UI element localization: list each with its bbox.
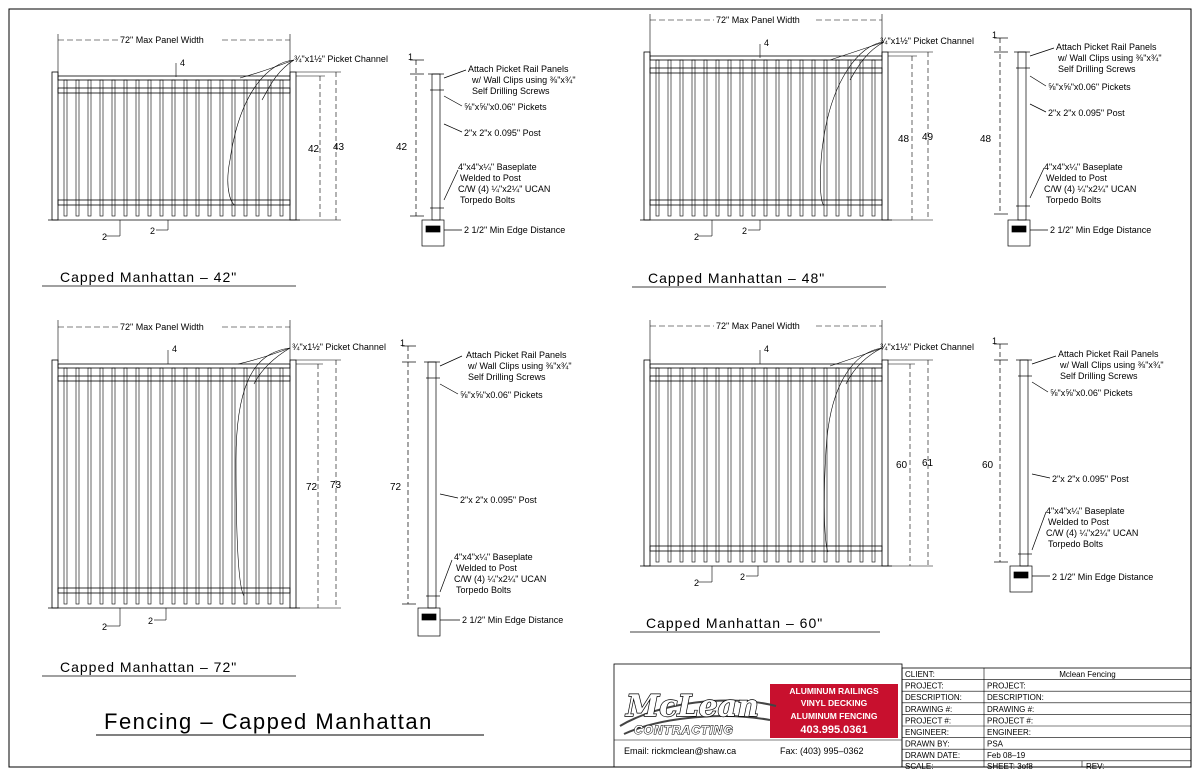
post-note: 2"x 2"x 0.095" Post [1048, 108, 1125, 118]
post-height-label: 72 [390, 482, 402, 493]
title-block-label: DRAWN DATE: [905, 751, 961, 761]
title-block-label: DRAWING #: [905, 704, 953, 714]
baseplate-note-line-4: Torpedo Bolts [456, 585, 512, 595]
attach-note-line-2: w/ Wall Clips using ⅜"x¾" [468, 361, 572, 371]
baseplate-note-line-4: Torpedo Bolts [1046, 195, 1102, 205]
baseplate-note-line-2: Welded to Post [1048, 517, 1109, 527]
baseplate-note-line-3: C/W (4) ¼"x2¼" UCAN [454, 574, 547, 584]
overall-height-label: 43 [333, 142, 345, 153]
post-cap-gap-label: 1 [408, 52, 414, 62]
pickets-note: ⅝"x⅝"x0.06" Pickets [460, 390, 543, 400]
baseplate-note-line-3: C/W (4) ¼"x2¼" UCAN [458, 184, 551, 194]
baseplate-note-line-2: Welded to Post [456, 563, 517, 573]
service-vinyl-decking: VINYL DECKING [800, 698, 868, 708]
title-block-value: Feb 08–19 [987, 751, 1026, 761]
max-panel-width-label: 72" Max Panel Width [120, 322, 204, 332]
baseplate-note-line-1: 4"x4"x¼" Baseplate [1046, 506, 1125, 516]
panel-height-label: 48 [898, 134, 910, 145]
edge-distance-note: 2 1/2" Min Edge Distance [464, 225, 566, 235]
max-panel-width-label: 72" Max Panel Width [716, 321, 800, 331]
baseplate-note-line-1: 4"x4"x¼" Baseplate [454, 552, 533, 562]
top-gap-label: 4 [764, 344, 770, 354]
baseplate-note-line-2: Welded to Post [1046, 173, 1107, 183]
logo-subtitle: CONTRACTING [634, 723, 734, 737]
picket-channel-label: ¾"x1½" Picket Channel [880, 36, 974, 46]
bottom-gap-label: 2 [694, 578, 700, 588]
pickets-note: ⅝"x⅝"x0.06" Pickets [1050, 388, 1133, 398]
bottom-gap-mid-label: 2 [148, 616, 154, 626]
attach-note-line-2: w/ Wall Clips using ⅜"x¾" [1060, 360, 1164, 370]
picket-channel-label: ¾"x1½" Picket Channel [294, 54, 388, 64]
panel-caption: Capped Manhattan – 72" [60, 659, 238, 675]
post-height-label: 42 [396, 142, 408, 153]
revision-label: REV: [1086, 761, 1105, 771]
attach-note-line-1: Attach Picket Rail Panels [1058, 349, 1159, 359]
edge-distance-note: 2 1/2" Min Edge Distance [1052, 572, 1154, 582]
contact-fax: Fax: (403) 995–0362 [780, 746, 864, 756]
attach-note-line-1: Attach Picket Rail Panels [1056, 42, 1157, 52]
baseplate-note-line-2: Welded to Post [460, 173, 521, 183]
panel-caption: Capped Manhattan – 42" [60, 269, 238, 285]
panel-height-label: 42 [308, 144, 320, 155]
panel-caption: Capped Manhattan – 60" [646, 615, 824, 631]
post-cap-gap-label: 1 [400, 338, 406, 348]
title-block-value: DESCRIPTION: [987, 693, 1044, 703]
baseplate-note-line-3: C/W (4) ¼"x2¼" UCAN [1044, 184, 1137, 194]
baseplate-note-line-3: C/W (4) ¼"x2¼" UCAN [1046, 528, 1139, 538]
max-panel-width-label: 72" Max Panel Width [716, 15, 800, 25]
panel-height-label: 60 [896, 460, 908, 471]
attach-note-line-3: Self Drilling Screws [472, 86, 550, 96]
title-block-label: PROJECT: [905, 681, 944, 691]
panel-height-label: 72 [306, 482, 318, 493]
top-gap-label: 4 [180, 58, 186, 68]
service-aluminum-fencing: ALUMINUM FENCING [790, 711, 878, 721]
bottom-gap-mid-label: 2 [742, 226, 748, 236]
edge-distance-note: 2 1/2" Min Edge Distance [462, 615, 564, 625]
title-block-label: ENGINEER: [905, 728, 950, 737]
title-block-label: DRAWN BY: [905, 739, 950, 749]
contact-email: Email: rickmclean@shaw.ca [624, 746, 737, 756]
panel-caption: Capped Manhattan – 48" [648, 270, 826, 286]
title-block-value: ENGINEER: [987, 728, 1032, 737]
bottom-gap-label: 2 [102, 622, 108, 632]
top-gap-label: 4 [172, 344, 178, 354]
post-note: 2"x 2"x 0.095" Post [464, 128, 541, 138]
overall-height-label: 49 [922, 132, 934, 143]
post-cap-gap-label: 1 [992, 30, 998, 40]
attach-note-line-1: Attach Picket Rail Panels [468, 64, 569, 74]
title-block-label: PROJECT #: [905, 716, 952, 726]
post-note: 2"x 2"x 0.095" Post [1052, 474, 1129, 484]
max-panel-width-label: 72" Max Panel Width [120, 35, 204, 45]
attach-note-line-1: Attach Picket Rail Panels [466, 350, 567, 360]
title-block-value: PROJECT: [987, 681, 1026, 691]
overall-height-label: 73 [330, 480, 342, 491]
service-aluminum-railings: ALUMINUM RAILINGS [789, 686, 879, 696]
scale-label: SCALE: [905, 761, 934, 771]
bottom-gap-label: 2 [102, 232, 108, 242]
title-block-value: PSA [987, 739, 1004, 749]
bottom-gap-mid-label: 2 [150, 226, 156, 236]
post-height-label: 48 [980, 134, 992, 145]
title-block-label: CLIENT: [905, 670, 935, 679]
pickets-note: ⅝"x⅝"x0.06" Pickets [464, 102, 547, 112]
logo-wordmark: McLean [626, 689, 759, 724]
title-block-value: DRAWING #: [987, 704, 1035, 714]
attach-note-line-2: w/ Wall Clips using ⅜"x¾" [472, 75, 576, 85]
overall-height-label: 61 [922, 458, 934, 469]
logo-phone: 403.995.0361 [800, 724, 868, 736]
baseplate-note-line-4: Torpedo Bolts [1048, 539, 1104, 549]
post-height-label: 60 [982, 460, 994, 471]
title-block-value: PROJECT #: [987, 716, 1034, 726]
attach-note-line-2: w/ Wall Clips using ⅜"x¾" [1058, 53, 1162, 63]
attach-note-line-3: Self Drilling Screws [1058, 64, 1136, 74]
post-cap-gap-label: 1 [992, 336, 998, 346]
baseplate-note-line-1: 4"x4"x¼" Baseplate [458, 162, 537, 172]
edge-distance-note: 2 1/2" Min Edge Distance [1050, 225, 1152, 235]
title-block-label: DESCRIPTION: [905, 693, 962, 703]
attach-note-line-3: Self Drilling Screws [468, 372, 546, 382]
pickets-note: ⅝"x⅝"x0.06" Pickets [1048, 82, 1131, 92]
title-block-value: Mclean Fencing [1059, 670, 1116, 679]
bottom-gap-mid-label: 2 [740, 572, 746, 582]
sheet-number: SHEET: 3of8 [987, 761, 1033, 771]
baseplate-note-line-4: Torpedo Bolts [460, 195, 516, 205]
attach-note-line-3: Self Drilling Screws [1060, 371, 1138, 381]
top-gap-label: 4 [764, 38, 770, 48]
picket-channel-label: ¾"x1½" Picket Channel [292, 342, 386, 352]
sheet-title: Fencing – Capped Manhattan [104, 709, 433, 734]
bottom-gap-label: 2 [694, 232, 700, 242]
baseplate-note-line-1: 4"x4"x¼" Baseplate [1044, 162, 1123, 172]
post-note: 2"x 2"x 0.095" Post [460, 495, 537, 505]
picket-channel-label: ¾"x1½" Picket Channel [880, 342, 974, 352]
